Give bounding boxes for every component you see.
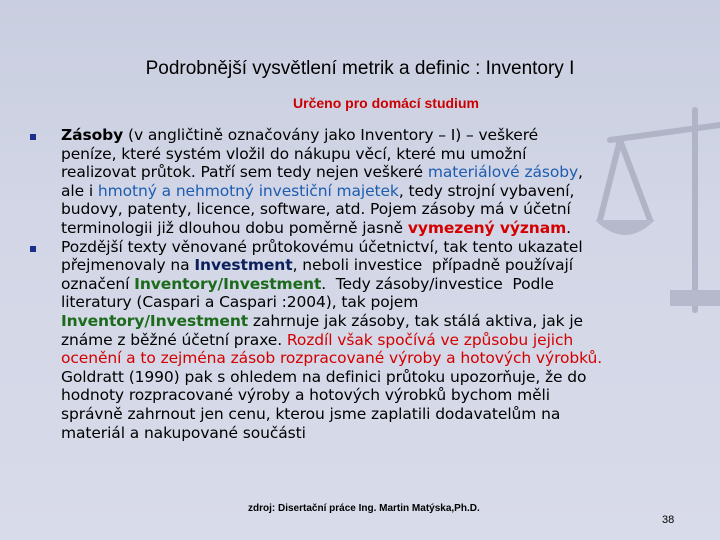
text-run: , neboli investice případně používají xyxy=(292,256,573,275)
text-run: . xyxy=(566,218,571,237)
text-line xyxy=(61,424,720,443)
text-run: hodnoty rozpracované výroby a hotových výrobků bychom měli xyxy=(61,386,550,405)
text-run: Rozdíl však spočívá ve způsobu jejich xyxy=(286,330,574,349)
text-line xyxy=(61,349,720,368)
text-run: budovy, patenty, licence, software, atd. Pojem zásoby má v účetní xyxy=(61,200,571,219)
text-run: správně zahrnout jen cenu, kterou jsme zaplatili dodavatelům na xyxy=(61,404,561,423)
text-line xyxy=(61,331,720,350)
text-run: Pozdější texty věnované průtokovému účetnictví, tak tento ukazatel xyxy=(61,237,583,256)
text-line xyxy=(61,405,720,424)
text-run: Investment xyxy=(194,256,293,275)
slide-title: Podrobnější vysvětlení metrik a definic : Inventory I xyxy=(145,58,575,79)
text-line xyxy=(61,275,720,294)
text-run: Zásoby xyxy=(61,126,124,144)
text-run: materiál a nakupované součásti xyxy=(61,423,306,442)
text-run: hmotný a nehmotný investiční majetek xyxy=(97,181,399,200)
text-line xyxy=(61,182,720,201)
text-line xyxy=(61,386,720,405)
text-run: peníze, které systém vložil do nákupu věcí, které mu umožní xyxy=(61,144,527,163)
text-run: terminologii již dlouhou dobu poměrně jasně xyxy=(61,218,408,237)
text-run: Goldratt (1990) pak s ohledem na definici průtoku upozorňuje, že do xyxy=(61,367,587,386)
bullet-item-investment xyxy=(30,238,720,443)
square-bullet-icon xyxy=(30,246,36,252)
text-run: ale i xyxy=(61,181,98,200)
text-run: označení xyxy=(61,274,135,293)
text-run: . Tedy zásoby/investice Podle xyxy=(321,274,554,293)
text-run: , tedy strojní vybavení, xyxy=(398,181,575,200)
text-line xyxy=(61,126,720,145)
text-run: literatury (Caspari a Caspari :2004), tak pojem xyxy=(61,293,419,312)
bullet-list xyxy=(30,126,720,442)
slide-subtitle: Určeno pro domácí studium xyxy=(293,95,479,111)
text-line xyxy=(61,368,720,387)
text-run: známe z běžné účetní praxe. xyxy=(61,330,287,349)
text-run: přejmenovaly na xyxy=(61,256,195,275)
text-line xyxy=(61,145,720,164)
text-run: materiálové zásoby xyxy=(427,163,579,182)
text-run: , xyxy=(578,163,583,182)
text-line xyxy=(61,312,720,331)
text-run: Inventory/Investment xyxy=(134,274,322,293)
bullet-item-zasoby xyxy=(30,126,720,238)
square-bullet-icon xyxy=(30,134,36,140)
text-line xyxy=(61,256,720,275)
text-run: Inventory/Investment xyxy=(61,311,249,330)
page-number: 38 xyxy=(662,514,675,526)
paragraph-zasoby xyxy=(61,126,720,238)
paragraph-investment xyxy=(61,238,720,443)
text-run: zahrnuje jak zásoby, tak stálá aktiva, jak je xyxy=(248,311,583,330)
text-line xyxy=(61,200,720,219)
text-run: realizovat průtok. Patří sem tedy nejen veškeré xyxy=(61,163,428,182)
text-run: vymezený význam xyxy=(407,218,567,237)
text-line xyxy=(61,238,720,257)
text-line xyxy=(61,219,720,238)
text-line xyxy=(61,163,720,182)
text-run: (v angličtině označovány jako Inventory – I) – veškeré xyxy=(123,126,539,144)
text-run: ocenění a to zejména zásob rozpracované výroby a hotových výrobků. xyxy=(61,349,603,368)
source-citation: zdroj: Disertační práce Ing. Martin Matýska,Ph.D. xyxy=(248,503,480,514)
text-line xyxy=(61,293,720,312)
